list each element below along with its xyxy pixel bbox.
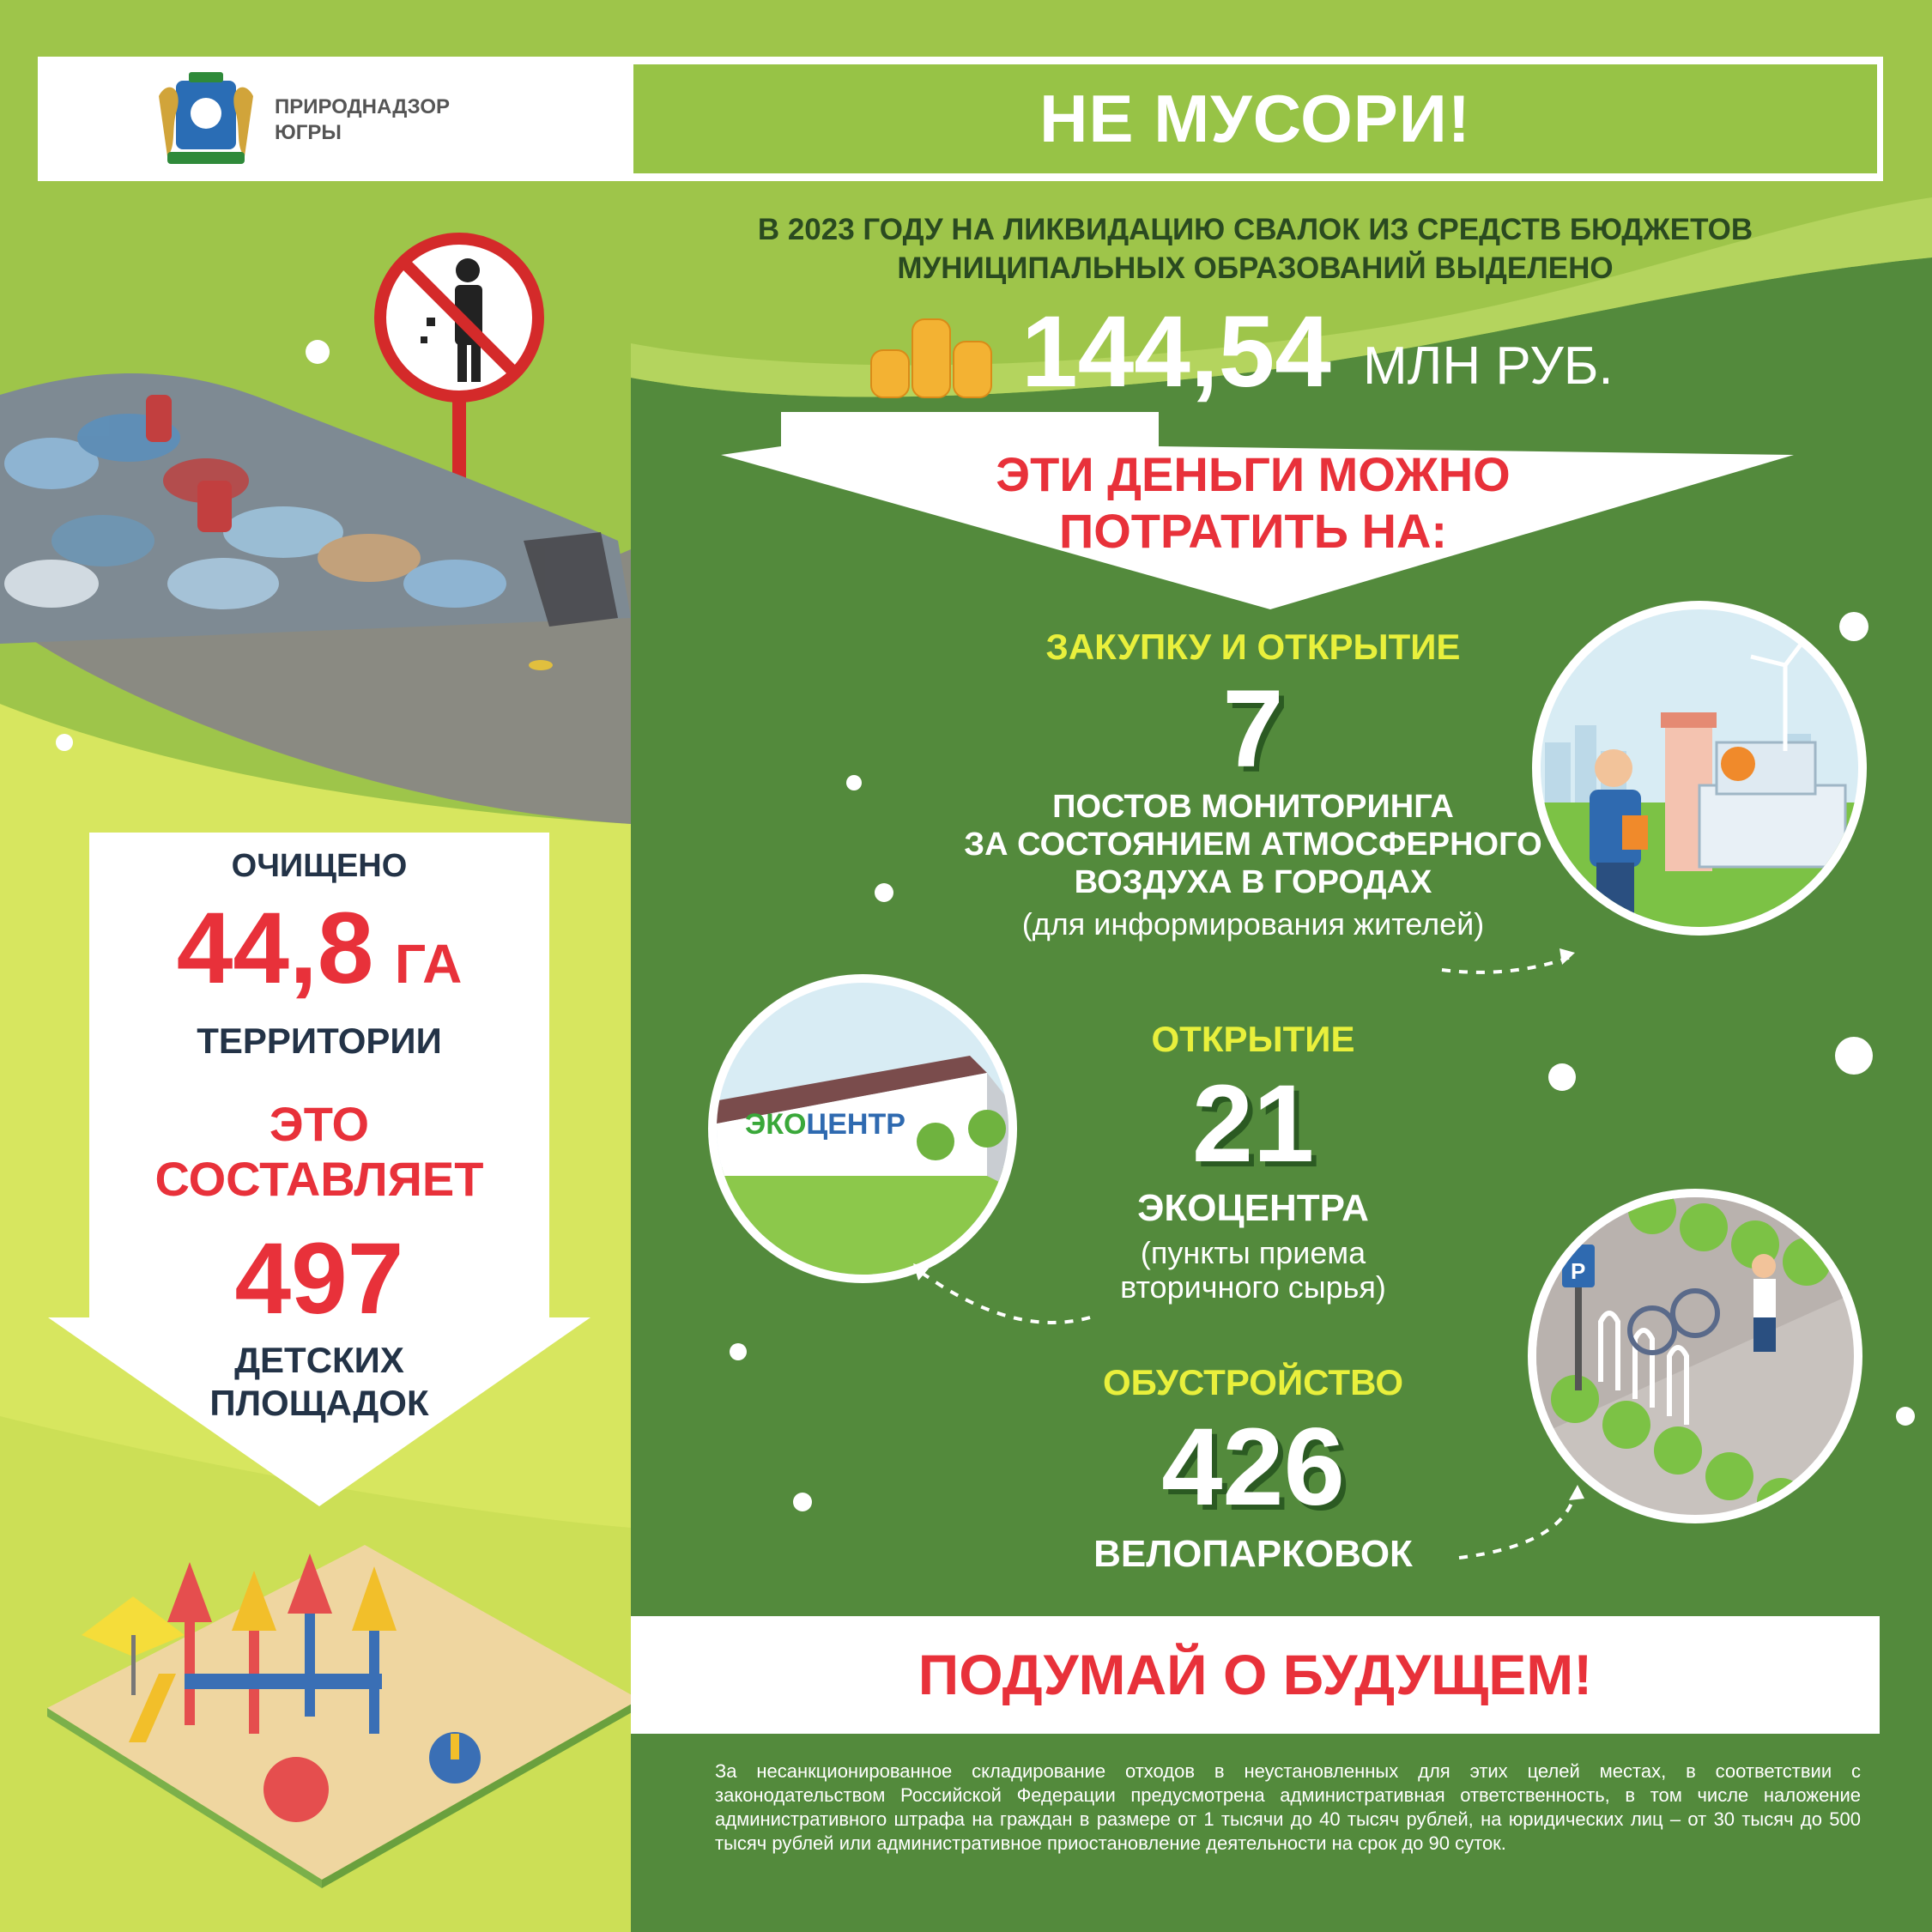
ecocenter-label-part2: ЦЕНТР [806, 1108, 905, 1141]
item2-note-line2: вторичного сырья) [1120, 1269, 1386, 1305]
item2-description: ЭКОЦЕНТРА [1137, 1187, 1369, 1229]
spend-line2: ПОТРАТИТЬ НА: [1058, 504, 1448, 558]
spend-line1: ЭТИ ДЕНЬГИ МОЖНО [996, 447, 1511, 501]
item1-line3: ВОЗДУХА В ГОРОДАХ [1074, 864, 1432, 900]
item1-line2: ЗА СОСТОЯНИЕМ АТМОСФЕРНОГО [964, 827, 1542, 863]
item2-number: 21 [1191, 1063, 1315, 1185]
cleaned-value-row [89, 888, 549, 1039]
org-name-line2: ЮГРЫ [275, 121, 342, 144]
item1-heading: ЗАКУПКУ И ОТКРЫТИЕ [1045, 627, 1461, 667]
budget-text [631, 210, 1880, 288]
org-name [275, 94, 450, 146]
title-band [631, 62, 1880, 176]
playground-illustration [47, 1528, 639, 1888]
page-title: НЕ МУСОРИ! [1039, 81, 1471, 156]
item1-note: (для информирования жителей) [1021, 906, 1485, 942]
territory-label: ТЕРРИТОРИИ [197, 1021, 442, 1061]
cleaned-unit: ГА [394, 933, 463, 995]
equals-text [89, 1097, 549, 1207]
spend-heading [897, 446, 1609, 560]
ecocenter-label-part1: ЭКО [745, 1108, 807, 1141]
budget-amount: 144,54 [1021, 295, 1331, 409]
legal-text: За несанкционированное складирование отходов в неустановленных для этих целей местах, в соответствии с законодательством Российской Федерации предусмотрена административная ответственность, в том числе наложение административного штрафа на граждан в размере от 1 тысячи до 40 тысяч рублей, на юридических лиц – от 30 тысяч до 500 тысяч рублей или административное приостановление деятельности на срок до 90 суток. [715, 1760, 1861, 1854]
item3-number: 426 [1161, 1406, 1345, 1529]
item3-heading: ОБУСТРОЙСТВО [1102, 1362, 1404, 1402]
item1-description [936, 788, 1571, 901]
garbage-pile-illustration [0, 360, 631, 687]
coins-icon [867, 316, 996, 402]
equals-line2: СОСТАВЛЯЕТ [154, 1152, 484, 1206]
playgrounds-line2: ПЛОЩАДОК [209, 1383, 429, 1423]
playgrounds-label [89, 1339, 549, 1425]
playgrounds-line1: ДЕТСКИХ [234, 1340, 404, 1380]
slogan: ПОДУМАЙ О БУДУЩЕМ! [918, 1643, 1593, 1706]
item1-number: 7 [1222, 668, 1284, 790]
item2-heading: ОТКРЫТИЕ [1151, 1019, 1355, 1059]
playground-count: 497 [234, 1222, 404, 1335]
slogan-band [631, 1616, 1880, 1734]
budget-unit: МЛН РУБ. [1363, 336, 1614, 396]
budget-line2: МУНИЦИПАЛЬНЫХ ОБРАЗОВАНИЙ ВЫДЕЛЕНО [897, 251, 1614, 285]
budget-line1: В 2023 ГОДУ НА ЛИКВИДАЦИЮ СВАЛОК ИЗ СРЕДСТВ БЮДЖЕТОВ [757, 213, 1753, 246]
cleaned-value: 44,8 [176, 892, 374, 1005]
item1-line1: ПОСТОВ МОНИТОРИНГА [1052, 789, 1454, 825]
item3-description: ВЕЛОПАРКОВОК [1093, 1533, 1413, 1575]
org-name-line1: ПРИРОДНАДЗОР [275, 95, 450, 118]
item2-note-line1: (пункты приема [1140, 1235, 1366, 1270]
cleaned-label: ОЧИЩЕНО [231, 848, 408, 884]
ecocenter-building-label [745, 1107, 905, 1142]
coat-of-arms-icon [150, 70, 262, 169]
equals-line1: ЭТО [269, 1097, 370, 1151]
monitoring-station-illustration [1528, 597, 1871, 940]
dashed-arrows [910, 927, 1596, 1579]
parking-sign-letter: P [1571, 1258, 1586, 1284]
